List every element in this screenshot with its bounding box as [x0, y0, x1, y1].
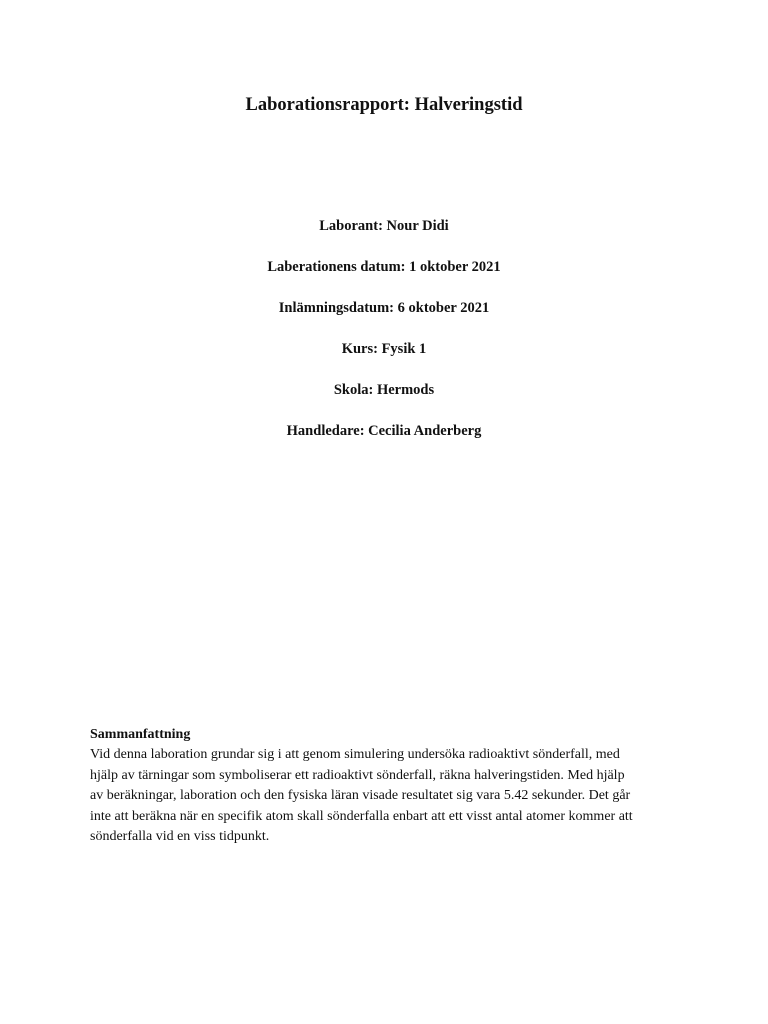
summary-line: Vid denna laboration grundar sig i att genom simulering undersöka radioaktivt sönderfall, med — [90, 747, 620, 762]
meta-laborant: Laborant: Nour Didi — [319, 218, 449, 234]
meta-lab-date: Laberationens datum: 1 oktober 2021 — [267, 259, 501, 275]
meta-course: Kurs: Fysik 1 — [341, 341, 427, 357]
summary-section — [90, 725, 690, 848]
summary-line: sönderfalla vid en viss tidpunkt. — [90, 829, 270, 845]
meta-submission-date: Inlämningsdatum: 6 oktober 2021 — [278, 300, 490, 316]
summary-paragraph — [90, 745, 690, 848]
page-title: Laborationsrapport: Halveringstid — [245, 95, 523, 115]
report-metadata — [0, 214, 768, 460]
summary-line: hjälp av tärningar som symboliserar ett radioaktivt sönderfall, räkna halveringstiden. Med hjälp — [90, 767, 625, 783]
summary-line: av beräkningar, laboration och den fysiska läran visade resultatet sig vara 5.42 sekunder. Det går — [90, 788, 631, 804]
meta-school: Skola: Hermods — [333, 382, 435, 398]
summary-heading: Sammanfattning — [90, 727, 191, 742]
summary-line: inte att beräkna när en specifik atom skall sönderfalla enbart att ett visst antal atomer kommer att — [90, 808, 633, 824]
meta-supervisor: Handledare: Cecilia Anderberg — [286, 423, 482, 439]
